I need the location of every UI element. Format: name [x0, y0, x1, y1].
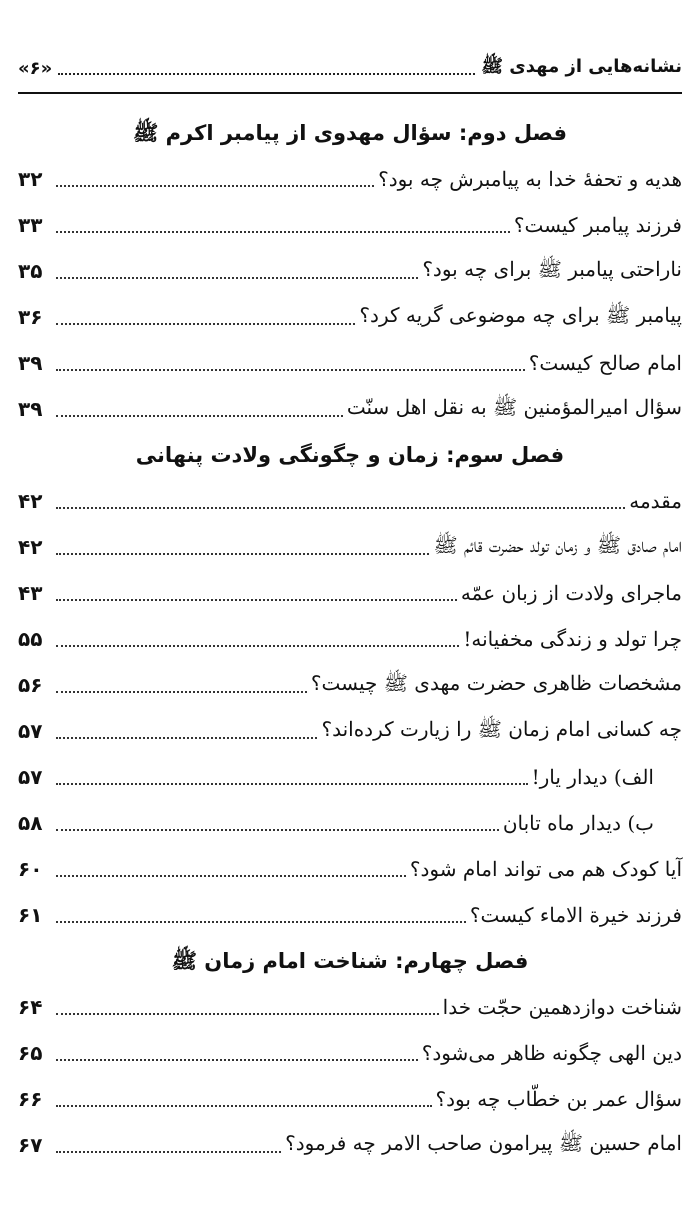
leader-dots [56, 921, 466, 923]
toc-entry-page-number: ۵۷ [18, 765, 43, 789]
toc-entry [18, 386, 682, 432]
toc-entry [18, 1030, 682, 1076]
toc-entry [18, 1122, 682, 1168]
toc-entry [18, 294, 682, 340]
toc-entry-page-number: ۶۵ [18, 1041, 43, 1065]
leader-dots [56, 369, 525, 371]
toc-entry-page-number: ۴۳ [18, 581, 43, 605]
toc-entry-page-number: ۳۳ [18, 213, 43, 237]
toc-entry [18, 340, 682, 386]
toc-entry-page-number: ۶۷ [18, 1133, 43, 1157]
leader-dots [56, 829, 499, 831]
toc-entry-title: هدیه و تحفهٔ خدا به پیامبرش چه بود؟ [378, 167, 682, 191]
leader-dots [56, 1013, 439, 1015]
toc-entry-page-number: ۶۶ [18, 1087, 43, 1111]
leader-dots [56, 323, 355, 325]
leader-dots [56, 231, 510, 233]
leader-dots [56, 185, 374, 187]
toc-entry-title: الف) دیدار یار! [531, 765, 654, 789]
toc-entry-title: فرزند پیامبر کیست؟ [513, 213, 682, 237]
toc-entry [18, 1076, 682, 1122]
toc-entry-title: چه کسانی امام زمان ﷺ را زیارت کرده‌اند؟ [321, 716, 682, 741]
header-rule [18, 92, 682, 94]
toc-entry-title: چرا تولد و زندگی مخفیانه! [463, 627, 682, 651]
toc-entry-page-number: ۶۴ [18, 995, 43, 1019]
toc-entry-title: ناراحتی پیامبر ﷺ برای چه بود؟ [422, 256, 682, 281]
table-of-contents [18, 110, 682, 1168]
toc-entry-title: ماجرای ولادت از زبان عمّه [460, 581, 682, 605]
toc-subentry [18, 754, 682, 800]
leader-dots [56, 737, 317, 739]
toc-entry-title: دین الهی چگونه ظاهر می‌شود؟ [421, 1041, 682, 1065]
leader-dots [56, 553, 429, 555]
toc-entry-page-number: ۵۷ [18, 719, 43, 743]
toc-entry-page-number: ۳۹ [18, 397, 43, 421]
page-number: «۶» [18, 57, 53, 79]
chapter-heading: فصل چهارم: شناخت امام زمان ﷺ [171, 949, 529, 973]
toc-entry-title: مقدمه [629, 489, 682, 513]
toc-entry [18, 662, 682, 708]
leader-dots [56, 691, 307, 693]
toc-entry [18, 248, 682, 294]
toc-entry-page-number: ۳۵ [18, 259, 43, 283]
running-header [18, 48, 682, 88]
leader-dots [56, 1059, 418, 1061]
toc-entry [18, 892, 682, 938]
toc-entry-page-number: ۴۲ [18, 489, 43, 513]
toc-entry-title: ب) دیدار ماه تابان [502, 811, 654, 835]
toc-entry-page-number: ۶۱ [18, 903, 43, 927]
toc-entry [18, 202, 682, 248]
leader-dots [56, 415, 343, 417]
leader-dots [56, 1151, 281, 1153]
toc-entry-title: پیامبر ﷺ برای چه موضوعی گریه کرد؟ [359, 302, 682, 327]
toc-entry-title: فرزند خیرة الاماء کیست؟ [469, 903, 682, 927]
chapter-heading: فصل دوم: سؤال مهدوی از پیامبر اکرم ﷺ [132, 121, 568, 145]
toc-entry [18, 156, 682, 202]
toc-entry-title: سؤال عمر بن خطّاب چه بود؟ [435, 1087, 682, 1111]
running-title: نشانه‌هایی از مهدی ﷺ [481, 56, 682, 77]
toc-entry-page-number: ۳۲ [18, 167, 43, 191]
toc-entry-title: امام حسین ﷺ پیرامون صاحب الامر چه فرمود؟ [285, 1130, 682, 1155]
toc-entry-title: سؤال امیرالمؤمنین ﷺ به نقل اهل سنّت [346, 394, 682, 419]
chapter-heading: فصل سوم: زمان و چگونگی ولادت پنهانی [135, 443, 565, 467]
toc-entry [18, 524, 682, 570]
toc-entry-page-number: ۴۲ [18, 535, 43, 559]
book-page [18, 0, 682, 1230]
toc-entry-page-number: ۶۰ [18, 857, 43, 881]
leader-dots [56, 645, 459, 647]
toc-entry-page-number: ۵۶ [18, 673, 43, 697]
toc-entry-page-number: ۳۶ [18, 305, 43, 329]
toc-entry-title: امام صالح کیست؟ [528, 351, 682, 375]
toc-entry-title: امام صادق ﷺ و زمان تولد حضرت قائم ﷺ [433, 532, 682, 557]
toc-entry-page-number: ۵۵ [18, 627, 43, 651]
leader-dots [56, 507, 625, 509]
toc-entry-title: آیا کودک هم می تواند امام شود؟ [409, 857, 682, 881]
toc-entry [18, 708, 682, 754]
leader-dots [56, 277, 418, 279]
toc-entry [18, 570, 682, 616]
toc-entry-title: مشخصات ظاهری حضرت مهدی ﷺ چیست؟ [310, 670, 682, 695]
toc-entry-page-number: ۵۸ [18, 811, 43, 835]
header-leader-dots [58, 73, 475, 75]
toc-entry [18, 478, 682, 524]
toc-entry-page-number: ۳۹ [18, 351, 43, 375]
toc-subentry [18, 800, 682, 846]
toc-entry [18, 984, 682, 1030]
leader-dots [56, 783, 528, 785]
leader-dots [56, 599, 457, 601]
leader-dots [56, 1105, 432, 1107]
toc-entry [18, 616, 682, 662]
leader-dots [56, 875, 406, 877]
toc-entry-title: شناخت دوازدهمین حجّت خدا [442, 995, 682, 1019]
toc-entry [18, 846, 682, 892]
